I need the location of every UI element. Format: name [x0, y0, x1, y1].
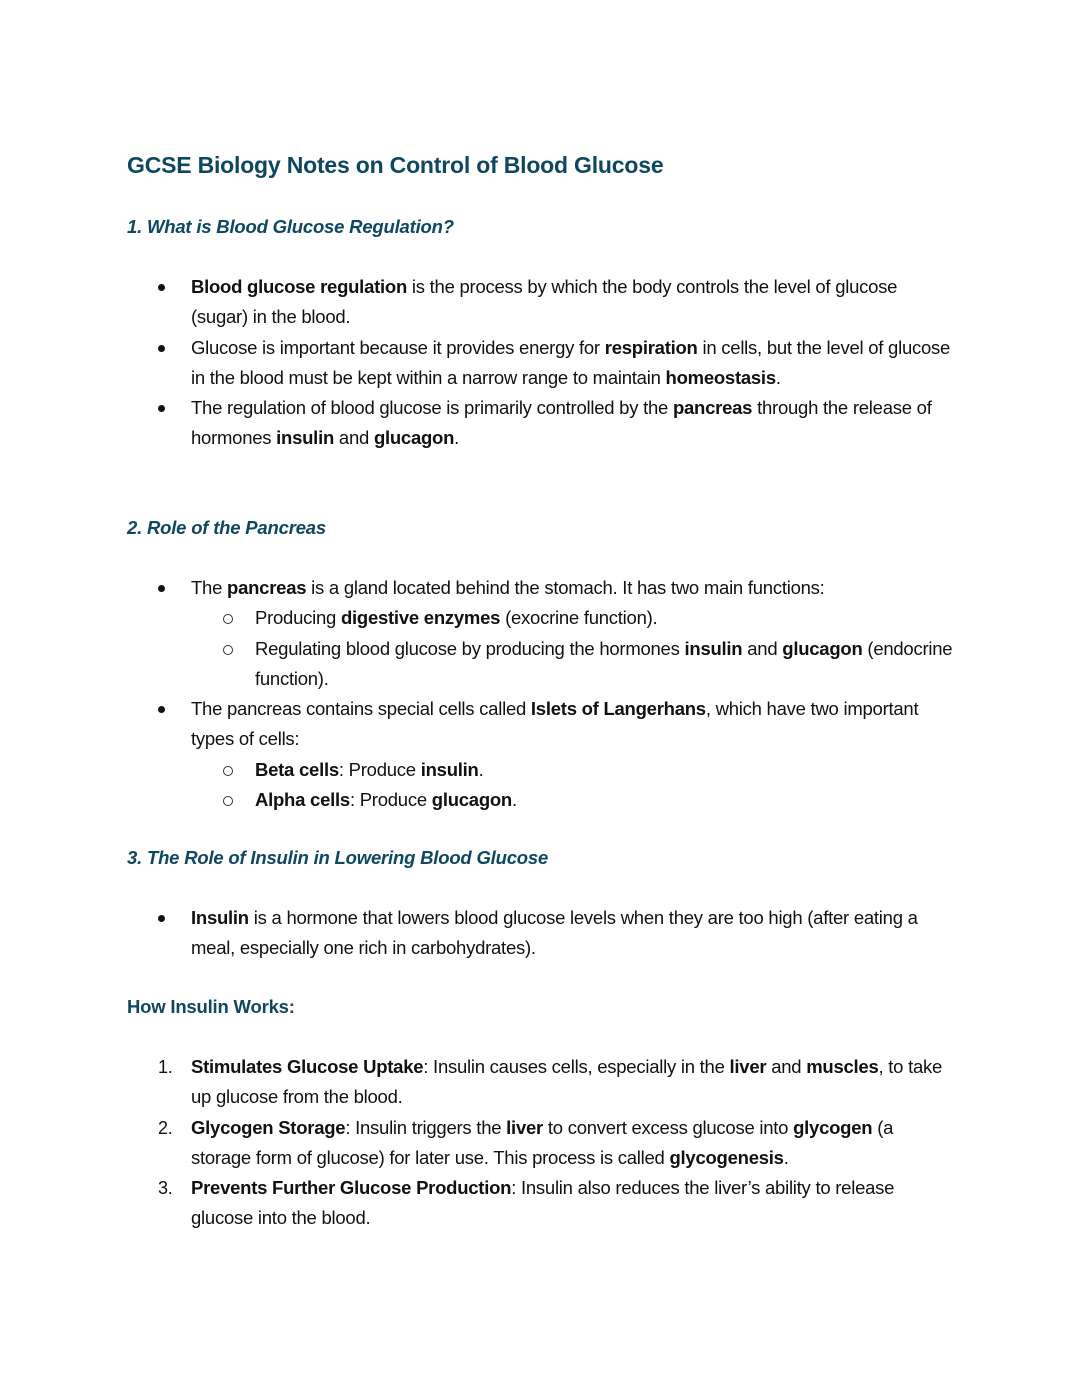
list-item: Blood glucose regulation is the process by which the body controls the level of glucose (sugar) in the blood. — [191, 276, 898, 328]
section-2-heading: 2. Role of the Pancreas — [127, 517, 326, 538]
section-3-list — [0, 903, 1080, 964]
list-item: Glucose is important because it provides energy for respiration in cells, but the level of glucose in the blood must be kept within a narrow range to maintain homeostasis. — [191, 336, 951, 388]
list-item: Insulin is a hormone that lowers blood glucose levels when they are too high (after eating a meal, especially one rich in carbohydrates). — [191, 907, 918, 959]
section-2-list — [0, 573, 1080, 815]
section-3-heading: 3. The Role of Insulin in Lowering Blood Glucose — [127, 847, 549, 868]
section-1-heading: 1. What is Blood Glucose Regulation? — [127, 216, 454, 237]
list-item: The pancreas contains special cells called Islets of Langerhans, which have two important types of cells: — [191, 698, 919, 750]
sub-list-item: Beta cells: Produce insulin. — [255, 758, 484, 780]
sub-list-item: Regulating blood glucose by producing the hormones insulin and glucagon (endocrine function). — [255, 637, 953, 689]
list-number: 2. — [158, 1117, 173, 1138]
section-1-list — [0, 272, 1080, 454]
document-title: GCSE Biology Notes on Control of Blood Glucose — [127, 152, 664, 178]
numbered-list-item: 1. Stimulates Glucose Uptake: Insulin causes cells, especially in the liver and muscles, to take up glucose from the blood. — [0, 1052, 951, 1113]
list-number: 3. — [158, 1178, 173, 1199]
list-item: The regulation of blood glucose is primarily controlled by the pancreas through the release of hormones insulin and glucagon. — [191, 397, 932, 449]
sub-list-item: Alpha cells: Produce glucagon. — [255, 789, 517, 811]
sub-list-item: Producing digestive enzymes (exocrine function). — [255, 607, 658, 629]
how-insulin-works-heading: How Insulin Works: — [127, 996, 295, 1017]
how-insulin-works-list — [0, 1052, 1080, 1234]
list-number: 1. — [158, 1057, 173, 1077]
numbered-list-item: 3. Prevents Further Glucose Production: Insulin also reduces the liver’s ability to release glucose into the blood. — [0, 1173, 951, 1234]
numbered-list-item: 2. Glycogen Storage: Insulin triggers the liver to convert excess glucose into glycogen (a storage form of glucose) for later use. This process is called glycogenesis. — [0, 1113, 951, 1174]
list-item: The pancreas is a gland located behind the stomach. It has two main functions: — [191, 577, 825, 598]
